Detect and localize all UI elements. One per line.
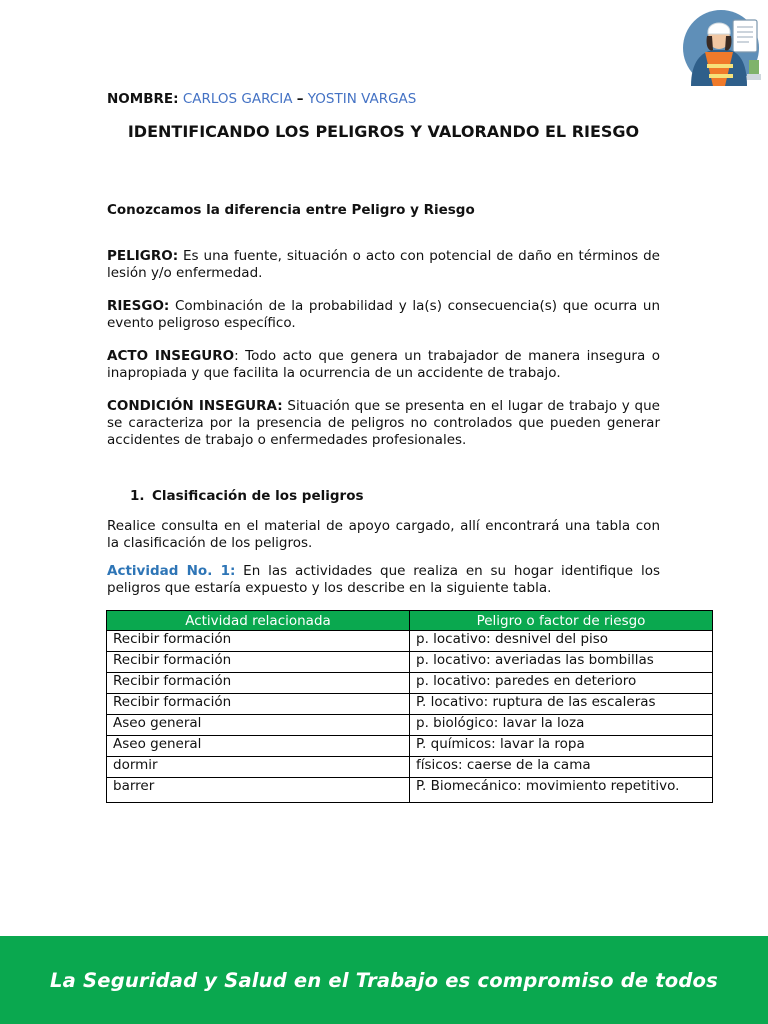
activity-instructions [107, 563, 660, 597]
table-row [107, 673, 713, 694]
table-row [107, 694, 713, 715]
hazard-cell: p. locativo: paredes en deterioro [410, 673, 713, 694]
definition-text: : Todo acto que genera un trabajador de manera insegura o inapropiada y que facilita la ocurrencia de un accidente de trabajo. [107, 348, 660, 381]
name-separator: – [296, 91, 304, 107]
student-name-1: CARLOS GARCIA [182, 91, 293, 107]
definition-condicion-insegura [107, 398, 660, 449]
hazard-cell: P. químicos: lavar la ropa [410, 736, 713, 757]
table-row [107, 778, 713, 803]
hazard-cell: p. locativo: averiadas las bombillas [410, 652, 713, 673]
hazard-cell: P. locativo: ruptura de las escaleras [410, 694, 713, 715]
hazards-table [106, 610, 713, 803]
definition-text: Es una fuente, situación o acto con potencial de daño en términos de lesión y/o enfermedad. [107, 248, 660, 281]
name-label: NOMBRE: [107, 91, 179, 107]
column-header-activity: Actividad relacionada [107, 611, 410, 631]
activity-label: Actividad No. 1: [107, 563, 236, 579]
activity-cell: Aseo general [107, 736, 410, 757]
activity-cell: Recibir formación [107, 631, 410, 652]
hazard-cell: físicos: caerse de la cama [410, 757, 713, 778]
table-row [107, 757, 713, 778]
student-name-2: YOSTIN VARGAS [307, 91, 417, 107]
activity-cell: Recibir formación [107, 673, 410, 694]
intro-heading: Conozcamos la diferencia entre Peligro y Riesgo [107, 202, 475, 218]
footer-banner [0, 936, 768, 1024]
student-names-line [107, 91, 416, 107]
definition-term: RIESGO: [107, 298, 170, 314]
hazard-cell: p. biológico: lavar la loza [410, 715, 713, 736]
hazard-cell: p. locativo: desnivel del piso [410, 631, 713, 652]
definition-acto-inseguro [107, 348, 660, 382]
definition-term: PELIGRO: [107, 248, 179, 264]
definition-text: Combinación de la probabilidad y la(s) consecuencia(s) que ocurra un evento peligroso específico. [107, 298, 660, 331]
section-heading [130, 488, 364, 504]
definition-riesgo [107, 298, 660, 332]
table-row [107, 652, 713, 673]
activity-cell: Aseo general [107, 715, 410, 736]
hazard-cell: P. Biomecánico: movimiento repetitivo. [410, 778, 713, 803]
definition-term: CONDICIÓN INSEGURA: [107, 398, 283, 414]
table-row [107, 736, 713, 757]
section-number: 1. [130, 488, 145, 504]
consult-instructions: Realice consulta en el material de apoyo cargado, allí encontrará una tabla con la clasificación de los peligros. [107, 518, 660, 551]
activity-text: En las actividades que realiza en su hogar identifique los peligros que estaría expuesto y los describe en la siguiente tabla. [107, 563, 660, 596]
definition-peligro [107, 248, 660, 282]
activity-cell: Recibir formación [107, 694, 410, 715]
section-title: Clasificación de los peligros [152, 488, 364, 504]
activity-cell: Recibir formación [107, 652, 410, 673]
column-header-hazard: Peligro o factor de riesgo [410, 611, 713, 631]
definition-text: Situación que se presenta en el lugar de trabajo y que se caracteriza por la presencia de peligros no controlados que pueden generar accidentes de trabajo o enfermedades profesionales. [107, 398, 660, 448]
page-title: IDENTIFICANDO LOS PELIGROS Y VALORANDO EL RIESGO [127, 122, 640, 141]
activity-cell: barrer [107, 778, 410, 803]
table-row [107, 631, 713, 652]
safety-worker-illustration-icon [677, 2, 767, 86]
table-row [107, 715, 713, 736]
table-header-row [107, 611, 713, 631]
footer-slogan: La Seguridad y Salud en el Trabajo es compromiso de todos [50, 968, 718, 992]
definition-term: ACTO INSEGURO [107, 348, 235, 364]
activity-cell: dormir [107, 757, 410, 778]
